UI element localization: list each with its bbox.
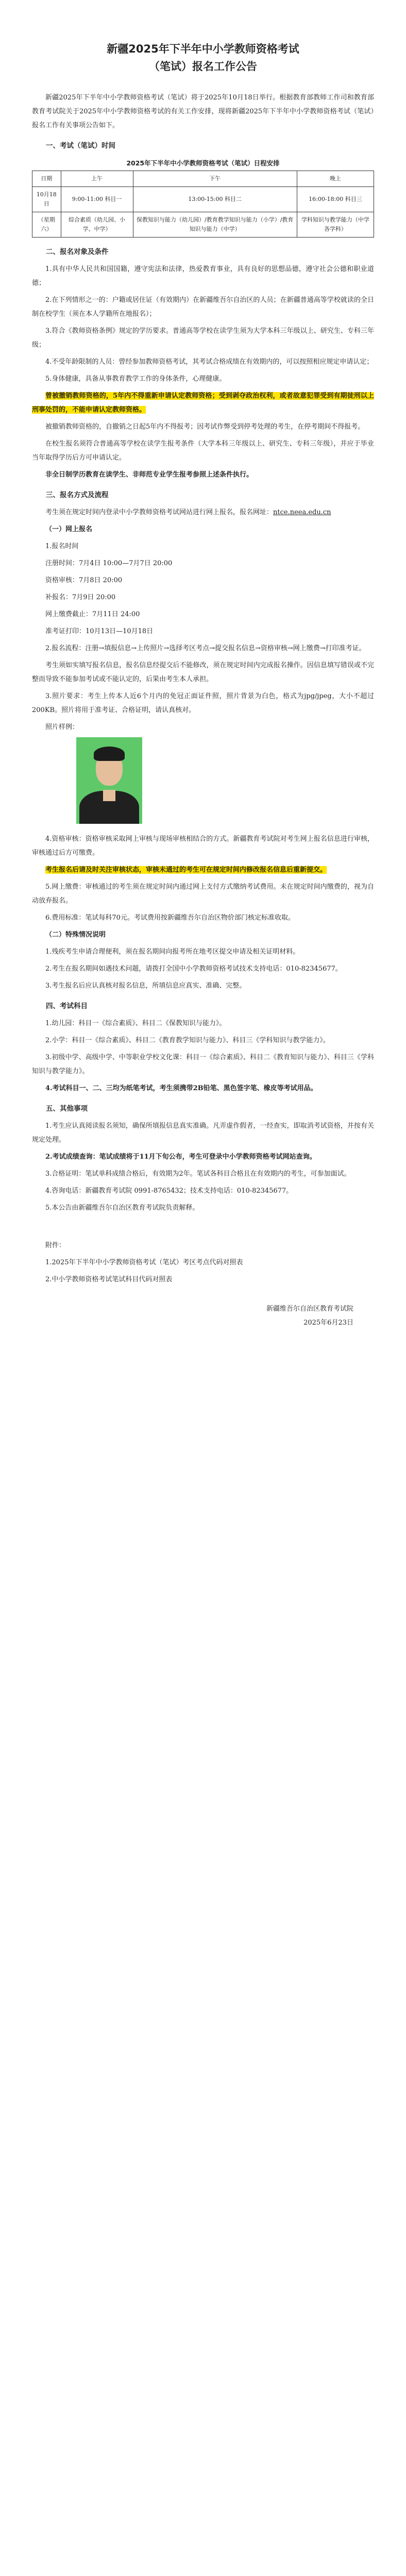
time-line: 补报名：7月9日 20:00 bbox=[45, 594, 116, 601]
table-cell: 16:00-18:00 科目三 bbox=[297, 187, 374, 212]
paragraph: 4.资格审核：资格审核采取网上审核与现场审核相结合的方式。新疆教育考试院对考生网上报名信息进行审核，审核通过后方可缴费。 bbox=[32, 835, 374, 857]
intro-paragraph: 新疆2025年下半年中小学教师资格考试（笔试）将于2025年10月18日举行。根据教育部教师工作司和教育部教育考试院关于2025年中小学教师资格考试的有关工作安排，现将新疆2025年下半年中小学教师资格考试（笔试）报名工作有关事项公告如下。 bbox=[32, 94, 374, 129]
subsection-heading: （一）网上报名 bbox=[45, 526, 93, 533]
highlighted-paragraph bbox=[32, 863, 374, 877]
attachments-label: 附件： bbox=[45, 1242, 66, 1249]
highlighted-paragraph bbox=[32, 389, 374, 417]
paragraph: 被撤销教师资格的，自撤销之日起5年内不得报考；因考试作弊受到停考处理的考生，在停考期间不得报考。 bbox=[45, 423, 365, 431]
spacer bbox=[32, 1218, 374, 1239]
paragraph: 3.照片要求：考生上传本人近6个月内的免冠正面证件照，照片背景为白色，格式为jpg/jpeg，大小不超过200KB。照片将用于准考证、合格证明，请认真核对。 bbox=[32, 692, 374, 714]
table-cell: 学科知识与教学能力（中学各学科） bbox=[297, 212, 374, 238]
paragraph: 3.符合《教师资格条例》规定的学历要求。普通高等学校在读学生须为大学本科三年级以上、研究生、专科三年级； bbox=[32, 327, 374, 349]
paragraph: 1.幼儿园：科目一《综合素质》、科目二《保教知识与能力》。 bbox=[45, 1020, 226, 1027]
title-line-1: 新疆2025年下半年中小学教师资格考试 bbox=[107, 43, 299, 55]
section-2-heading: 二、报名对象及条件 bbox=[46, 248, 109, 256]
time-line: 资格审核：7月8日 20:00 bbox=[45, 577, 123, 584]
paragraph: 考生须如实填写报名信息，报名信息经提交后不能修改，须在规定时间内完成报名操作。因信息填写错误或不完整而导致不能参加考试或不能认定的，后果由考生本人承担。 bbox=[32, 662, 374, 683]
table-header-cell: 晚上 bbox=[297, 171, 374, 187]
paragraph: 5.网上缴费：审核通过的考生须在规定时间内通过网上支付方式缴纳考试费用。未在规定时间内缴费的，视为自动放弃报名。 bbox=[32, 883, 374, 905]
signature-org: 新疆维吾尔自治区教育考试院 bbox=[266, 1305, 353, 1313]
paragraph: 1.考生应认真阅读报名须知，确保所填报信息真实准确。凡弄虚作假者，一经查实，即取消考试资格，并按有关规定处理。 bbox=[32, 1122, 374, 1144]
section-3-heading: 三、报名方式及流程 bbox=[46, 491, 109, 499]
subsection-heading: （二）特殊情况说明 bbox=[45, 931, 106, 939]
table-row bbox=[32, 171, 374, 187]
paragraph: 6.费用标准：笔试每科70元。考试费用按新疆维吾尔自治区物价部门核定标准收取。 bbox=[45, 914, 295, 922]
bold-paragraph: 4.考试科目一、二、三均为纸笔考试，考生须携带2B铅笔、黑色签字笔、橡皮等考试用品。 bbox=[45, 1084, 317, 1092]
paragraph: 2.在下列情形之一的：户籍或居住证（有效期内）在新疆维吾尔自治区的人员；在新疆普通高等学校就读的全日制在校学生（须在本人学籍所在地报名）； bbox=[32, 296, 374, 318]
table-header-cell: 上午 bbox=[61, 171, 133, 187]
paragraph: 3.合格证明：笔试单科成绩合格后，有效期为2年。笔试各科目合格且在有效期内的考生，可参加面试。 bbox=[45, 1170, 351, 1178]
photo-caption: 照片样例： bbox=[45, 723, 79, 731]
section-5-heading: 五、其他事项 bbox=[46, 1105, 88, 1113]
paragraph-text: 考生须在规定时间内登录中小学教师资格考试网站进行网上报名，报名网址： bbox=[45, 509, 274, 516]
bold-paragraph: 2.考试成绩查询：笔试成绩将于11月下旬公布，考生可登录中小学教师资格考试网站查询。 bbox=[45, 1153, 316, 1161]
time-line: 注册时间：7月4日 10:00—7月7日 20:00 bbox=[45, 560, 173, 567]
paragraph: 2.报名流程：注册→填报信息→上传照片→选择考区考点→提交报名信息→资格审核→网上缴费→打印准考证。 bbox=[45, 645, 366, 652]
title-line-2: （笔试）报名工作公告 bbox=[149, 60, 257, 73]
table-row bbox=[32, 187, 374, 212]
registration-link[interactable]: ntce.neea.edu.cn bbox=[273, 509, 331, 516]
signature-block bbox=[32, 1302, 374, 1330]
bold-paragraph: 非全日制学历教育在读学生、非师范专业学生报考参照上述条件执行。 bbox=[45, 471, 253, 479]
section-4-heading: 四、考试科目 bbox=[46, 1002, 88, 1010]
paragraph: 4.不受年龄限制的人员：曾经参加教师资格考试，其考试合格成绩在有效期内的，可以按照相应规定申请认定； bbox=[45, 358, 374, 366]
photo-hair bbox=[94, 747, 125, 761]
time-line: 网上缴费截止：7月11日 24:00 bbox=[45, 611, 140, 618]
table-cell: 10月18日 bbox=[32, 187, 61, 212]
attachment-link[interactable]: 1.2025年下半年中小学教师资格考试（笔试）考区考点代码对照表 bbox=[45, 1259, 243, 1266]
paragraph: 在校生报名须符合普通高等学校在读学生报考条件（大学本科三年级以上、研究生、专科三年级），并应于毕业当年取得学历后方可申请认定。 bbox=[32, 440, 374, 462]
paragraph: 3.考生报名后应认真核对报名信息，所填信息应真实、准确、完整。 bbox=[45, 982, 246, 990]
table-cell: 9:00-11:00 科目一 bbox=[61, 187, 133, 212]
table-header-cell: 下午 bbox=[133, 171, 297, 187]
time-line: 准考证打印：10月13日—10月18日 bbox=[45, 628, 154, 635]
paragraph: 1.残疾考生申请合理便利，须在报名期间向报考所在地考区提交申请及相关证明材料。 bbox=[45, 948, 300, 956]
table-cell: 保教知识与能力（幼儿园）/教育教学知识与能力（小学）/教育知识与能力（中学） bbox=[133, 212, 297, 238]
paragraph: 5.身体健康，具备从事教育教学工作的身体条件，心理健康。 bbox=[45, 375, 226, 383]
schedule-table bbox=[32, 171, 374, 238]
section-1-heading: 一、考试（笔试）时间 bbox=[46, 142, 115, 150]
signature-date: 2025年6月23日 bbox=[303, 1319, 353, 1327]
table-row bbox=[32, 212, 374, 238]
photo-neck bbox=[103, 790, 115, 801]
paragraph: 3.初级中学、高级中学、中等职业学校文化课：科目一《综合素质》、科目二《教育知识与能力》、科目三《学科知识与教学能力》。 bbox=[32, 1054, 374, 1075]
notice-content bbox=[32, 0, 374, 1330]
paragraph: 1.报名时间 bbox=[45, 543, 79, 550]
schedule-table-caption: 2025年下半年中小学教师资格考试（笔试）日程安排 bbox=[126, 159, 280, 167]
sample-photo bbox=[76, 737, 142, 824]
highlight-text: 曾被撤销教师资格的，5年内不得重新申请认定教师资格；受到剥夺政治权利，或者故意犯罪受到有期徒刑以上刑事处罚的，不能申请认定教师资格。 bbox=[32, 392, 374, 414]
table-cell: 13:00-15:00 科目二 bbox=[133, 187, 297, 212]
paragraph: 2.考生在报名期间如遇技术问题，请拨打全国中小学教师资格考试技术支持电话：010-82345677。 bbox=[45, 965, 342, 973]
page-title bbox=[32, 40, 374, 75]
paragraph: 1.具有中华人民共和国国籍，遵守宪法和法律，热爱教育事业，具有良好的思想品德，遵守社会公德和职业道德； bbox=[32, 265, 374, 287]
paragraph: 4.咨询电话：新疆教育考试院 0991-8765432；技术支持电话：010-82345677。 bbox=[45, 1187, 293, 1195]
table-header-cell: 日期 bbox=[32, 171, 61, 187]
paragraph bbox=[32, 505, 374, 519]
paragraph: 2.小学：科目一《综合素质》、科目二《教育教学知识与能力》、科目三《学科知识与教学能力》。 bbox=[45, 1037, 330, 1044]
attachment-link[interactable]: 2.中小学教师资格考试笔试科目代码对照表 bbox=[45, 1276, 173, 1283]
paragraph: 5.本公告由新疆维吾尔自治区教育考试院负责解释。 bbox=[45, 1204, 199, 1212]
table-cell: 综合素质（幼儿园、小学、中学） bbox=[61, 212, 133, 238]
table-cell: （星期六） bbox=[32, 212, 61, 238]
highlight-text: 考生报名后请及时关注审核状态，审核未通过的考生可在规定时间内修改报名信息后重新提交。 bbox=[45, 866, 327, 874]
